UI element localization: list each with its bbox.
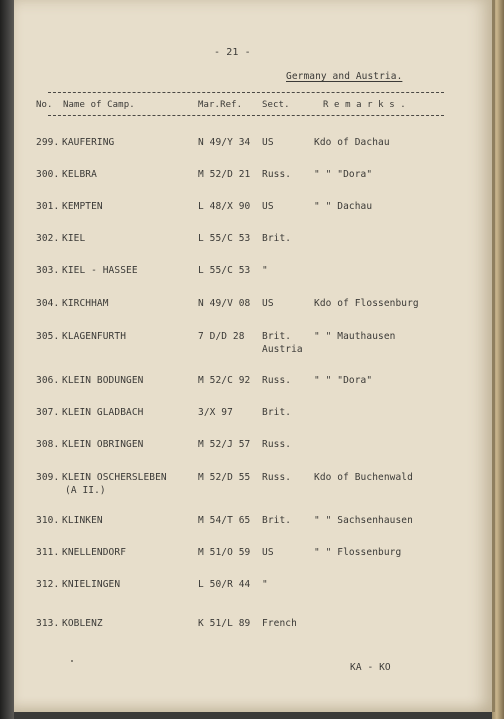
column-header-no: No. [36,100,53,110]
map-reference: M 54/T 65 [198,515,251,526]
document-page [14,0,495,712]
zone-section: " [262,579,268,590]
table-row [14,515,492,545]
remarks: " " Mauthausen [314,331,396,342]
row-number: 313. [36,618,60,629]
row-number: 308. [36,439,60,450]
remarks: " " "Dora" [314,169,373,180]
zone-section: Brit. [262,331,292,342]
map-reference: L 48/X 90 [198,201,251,212]
row-number: 300. [36,169,60,180]
zone-section: US [262,137,274,148]
row-number: 305. [36,331,60,342]
header-rule-bottom [48,115,444,116]
remarks: Kdo of Buchenwald [314,472,413,483]
map-reference: 3/X 97 [198,407,233,418]
row-number: 304. [36,298,60,309]
column-header-remarks: R e m a r k s . [323,100,406,110]
camp-name: KNELLENDORF [62,547,127,558]
map-reference: L 55/C 53 [198,265,251,276]
zone-section: " [262,265,268,276]
camp-name: KLINKEN [62,515,103,526]
remarks: " " Dachau [314,201,373,212]
camp-name: KLAGENFURTH [62,331,127,342]
remarks: " " Flossenburg [314,547,402,558]
camp-name: KNIELINGEN [62,579,121,590]
row-number: 299. [36,137,60,148]
footer-code: KA - KO [350,662,391,673]
header-rule-top [48,92,444,93]
zone-section: Russ. [262,439,292,450]
zone-section: French [262,618,297,629]
zone-section: Brit. [262,233,292,244]
zone-section: US [262,547,274,558]
remarks: Kdo of Flossenburg [314,298,419,309]
row-number: 301. [36,201,60,212]
table-row [14,407,492,437]
map-reference: M 52/D 55 [198,472,251,483]
table-row [14,137,492,167]
binder-edge [0,0,14,719]
camp-name: KLEIN OBRINGEN [62,439,144,450]
zone-section: Russ. [262,472,292,483]
remarks: " " "Dora" [314,375,373,386]
table-row [14,579,492,609]
row-number: 306. [36,375,60,386]
column-header-map-ref: Mar.Ref. [198,100,243,110]
camp-name: KOBLENZ [62,618,103,629]
camp-name: KIEL [62,233,86,244]
table-row [14,472,492,502]
map-reference: M 52/C 92 [198,375,251,386]
table-row [14,439,492,469]
map-reference: M 52/D 21 [198,169,251,180]
zone-section: US [262,201,274,212]
camp-name: KEMPTEN [62,201,103,212]
zone-section: US [262,298,274,309]
column-header-section: Sect. [262,100,290,110]
row-number: 312. [36,579,60,590]
table-row [14,298,492,328]
map-reference: N 49/V 08 [198,298,251,309]
row-number: 307. [36,407,60,418]
camp-name: KIRCHHAM [62,298,109,309]
camp-name: KLEIN GLADBACH [62,407,144,418]
zone-section: Brit. [262,515,292,526]
region-heading: Germany and Austria. [286,71,403,82]
camp-name: KIEL - HASSEE [62,265,138,276]
table-row [14,201,492,231]
map-reference: L 55/C 53 [198,233,251,244]
row-number: 303. [36,265,60,276]
remarks: " " Sachsenhausen [314,515,413,526]
page-number: - 21 - [214,47,251,58]
ink-dot [71,660,73,662]
table-row [14,169,492,199]
camp-name: KAUFERING [62,137,115,148]
table-row [14,265,492,295]
camp-name: KLEIN BODUNGEN [62,375,144,386]
zone-section-subline: Austria [262,344,303,355]
zone-section: Russ. [262,375,292,386]
camp-name: KLEIN OSCHERSLEBEN [62,472,167,483]
table-row [14,233,492,263]
table-row [14,375,492,405]
map-reference: M 52/J 57 [198,439,251,450]
remarks: Kdo of Dachau [314,137,390,148]
row-number: 302. [36,233,60,244]
table-row [14,618,492,648]
table-row [14,547,492,577]
map-reference: 7 D/D 28 [198,331,245,342]
zone-section: Russ. [262,169,292,180]
map-reference: M 51/O 59 [198,547,251,558]
map-reference: K 51/L 89 [198,618,251,629]
row-number: 311. [36,547,60,558]
column-header-name: Name of Camp. [63,100,135,110]
row-number: 310. [36,515,60,526]
map-reference: L 50/R 44 [198,579,251,590]
table-row [14,331,492,361]
camp-name-subline: (A II.) [65,485,106,496]
camp-name: KELBRA [62,169,97,180]
map-reference: N 49/Y 34 [198,137,251,148]
zone-section: Brit. [262,407,292,418]
row-number: 309. [36,472,60,483]
